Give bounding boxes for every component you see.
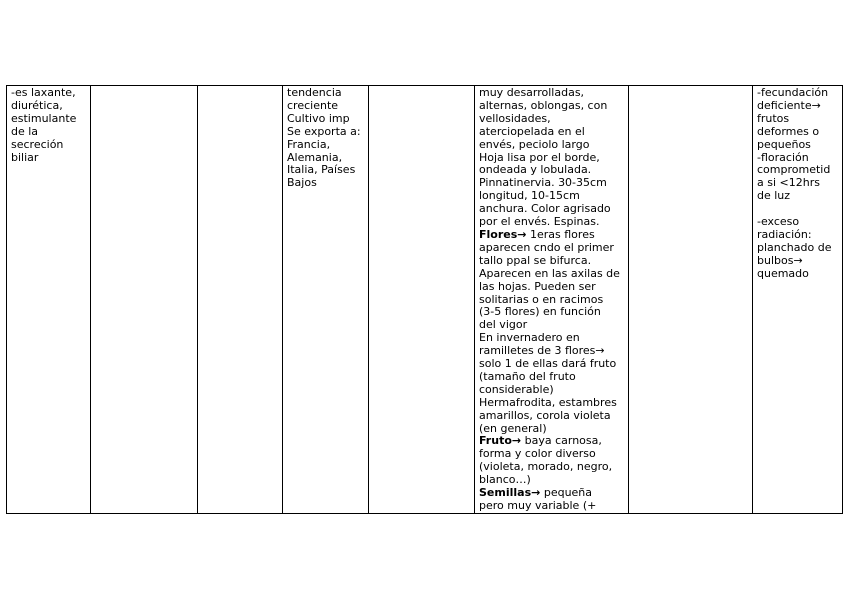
text-line: de luz bbox=[757, 189, 791, 203]
text-line: diurética, bbox=[11, 98, 63, 112]
text-line: planchado de bbox=[757, 240, 832, 254]
text-line: radiación: bbox=[757, 227, 812, 241]
line-text: tallo ppal se bifurca. bbox=[479, 253, 592, 267]
line-text: Hoja lisa por el borde, bbox=[479, 150, 600, 164]
text-line: comprometid bbox=[757, 163, 831, 177]
table-cell-empty bbox=[369, 86, 475, 514]
line-text: aterciopelada en el bbox=[479, 124, 585, 138]
line-text: (violeta, morado, negro, bbox=[479, 460, 613, 474]
text-line: Italia, Países bbox=[287, 163, 356, 177]
text-line: frutos bbox=[757, 111, 790, 125]
content-table bbox=[6, 85, 843, 514]
table-cell-problems bbox=[753, 86, 843, 514]
line-text: solitarias o en racimos bbox=[479, 292, 604, 306]
line-text: alternas, oblongas, con bbox=[479, 98, 608, 112]
table-cell-empty bbox=[91, 86, 198, 514]
section-heading: Flores→ bbox=[479, 227, 527, 241]
text-line: deformes o bbox=[757, 124, 820, 138]
line-text: pero muy variable (+ bbox=[479, 499, 597, 512]
line-text: vellosidades, bbox=[479, 111, 551, 125]
table-cell-empty bbox=[629, 86, 753, 514]
text-line: Bajos bbox=[287, 176, 317, 190]
line-text: Pinnatinervia. 30-35cm bbox=[479, 176, 607, 190]
text-line: tendencia bbox=[287, 86, 342, 99]
text-line: -es laxante, bbox=[11, 86, 76, 99]
text-line: biliar bbox=[11, 150, 39, 164]
section-heading: Fruto→ bbox=[479, 434, 522, 448]
line-text: forma y color diverso bbox=[479, 447, 596, 461]
line-text: blanco…) bbox=[479, 473, 531, 487]
text-line: deficiente→ bbox=[757, 98, 821, 112]
line-text: Hermafrodita, estambres bbox=[479, 395, 617, 409]
line-text: En invernadero en bbox=[479, 331, 580, 345]
text-line: creciente bbox=[287, 98, 339, 112]
line-text: las hojas. Pueden ser bbox=[479, 279, 596, 293]
line-text: amarillos, corola violeta bbox=[479, 408, 611, 422]
text-line: a si <12hrs bbox=[757, 176, 820, 190]
text-line: -fecundación bbox=[757, 86, 829, 99]
text-line: Alemania, bbox=[287, 150, 343, 164]
text-line: -floración bbox=[757, 150, 809, 164]
text-line: -exceso bbox=[757, 215, 800, 229]
text-line: quemado bbox=[757, 266, 809, 280]
table-cell-properties bbox=[7, 86, 91, 514]
line-text: baya carnosa, bbox=[521, 434, 602, 448]
line-text: considerable) bbox=[479, 382, 554, 396]
line-text: ramilletes de 3 flores→ bbox=[479, 344, 605, 358]
text-line: estimulante bbox=[11, 111, 77, 125]
text-line: Francia, bbox=[287, 137, 331, 151]
section-heading: Semillas→ bbox=[479, 486, 541, 500]
line-text: longitud, 10-15cm bbox=[479, 189, 580, 203]
line-text: 1eras flores bbox=[526, 227, 595, 241]
line-text: por el envés. Espinas. bbox=[479, 215, 600, 229]
line-text: envés, peciolo largo bbox=[479, 137, 590, 151]
text-line: bulbos→ bbox=[757, 253, 803, 267]
line-text: ondeada y lobulada. bbox=[479, 163, 592, 177]
table-row bbox=[7, 86, 843, 514]
line-text: muy desarrolladas, bbox=[479, 86, 585, 99]
text-line: de la bbox=[11, 124, 39, 138]
line-text: (tamaño del fruto bbox=[479, 369, 576, 383]
line-text: pequeña bbox=[540, 486, 593, 500]
line-text: solo 1 de ellas dará fruto bbox=[479, 357, 617, 371]
table-cell-morphology bbox=[475, 86, 629, 514]
line-text: Aparecen en las axilas de bbox=[479, 266, 620, 280]
text-line: secreción bbox=[11, 137, 64, 151]
line-text: (en general) bbox=[479, 421, 547, 435]
text-line: pequeños bbox=[757, 137, 811, 151]
line-text: del vigor bbox=[479, 318, 528, 332]
line-text: (3-5 flores) en función bbox=[479, 305, 601, 319]
text-line: Se exporta a: bbox=[287, 124, 361, 138]
line-text: anchura. Color agrisado bbox=[479, 202, 611, 216]
table-cell-trade bbox=[283, 86, 369, 514]
line-text: aparecen cndo el primer bbox=[479, 240, 614, 254]
table-cell-empty bbox=[198, 86, 283, 514]
text-line bbox=[479, 500, 624, 513]
text-line: Cultivo imp bbox=[287, 111, 350, 125]
